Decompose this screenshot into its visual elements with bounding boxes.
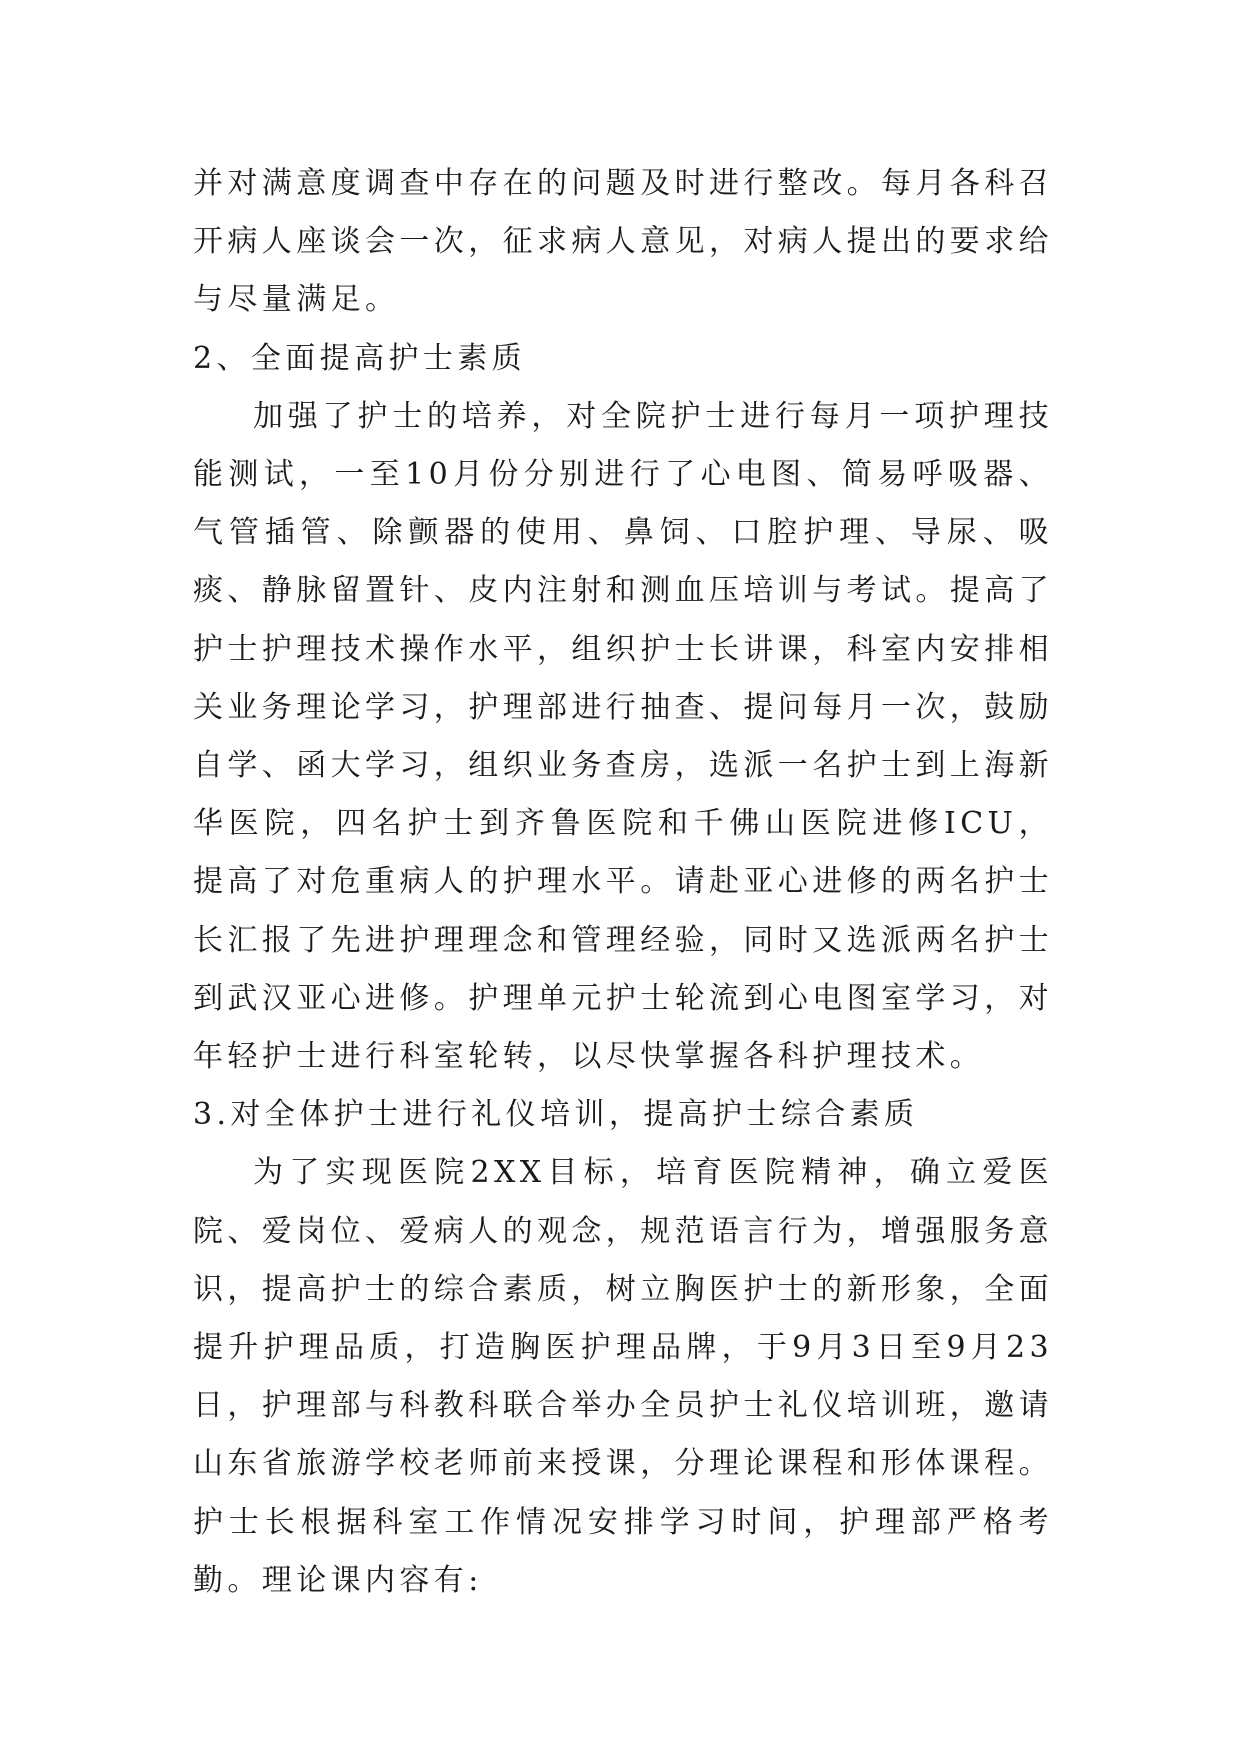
paragraph-satisfaction: 并对满意度调查中存在的问题及时进行整改。每月各科召开病人座谈会一次，征求病人意见，对病人提出的要求给与尽量满足。 xyxy=(193,166,1053,318)
paragraph-etiquette-details: 为了实现医院2XX目标，培育医院精神，确立爱医院、爱岗位、爱病人的观念，规范语言行为，增强服务意识，提高护士的综合素质，树立胸医护士的新形象，全面提升护理品质，打造胸医护理品牌，于9月3日至9月23日，护理部与科教科联合举办全员护士礼仪培训班，邀请山东省旅游学校老师前来授课，分理论课程和形体课程。护士长根据科室工作情况安排学习时间，护理部严格考勤。理论课内容有: xyxy=(193,1155,1053,1598)
paragraph-nurse-training: 加强了护士的培养，对全院护士进行每月一项护理技能测试，一至10月份分别进行了心电图、简易呼吸器、气管插管、除颤器的使用、鼻饲、口腔护理、导尿、吸痰、静脉留置针、皮内注射和测血压培训与考试。提高了护士护理技术操作水平，组织护士长讲课，科室内安排相关业务理论学习，护理部进行抽查、提问每月一次，鼓励自学、函大学习，组织业务查房，选派一名护士到上海新华医院，四名护士到齐鲁医院和千佛山医院进修ICU，提高了对危重病人的护理水平。请赴亚心进修的两名护士长汇报了先进护理理念和管理经验，同时又选派两名护士到武汉亚心进修。护理单元护士轮流到心电图室学习，对年轻护士进行科室轮转，以尽快掌握各科护理技术。 xyxy=(193,398,1053,1075)
heading-improve-nurse-quality: 2、全面提高护士素质 xyxy=(193,340,527,376)
heading-etiquette-training: 3.对全体护士进行礼仪培训，提高护士综合素质 xyxy=(193,1097,919,1133)
document-body xyxy=(193,155,1053,1610)
